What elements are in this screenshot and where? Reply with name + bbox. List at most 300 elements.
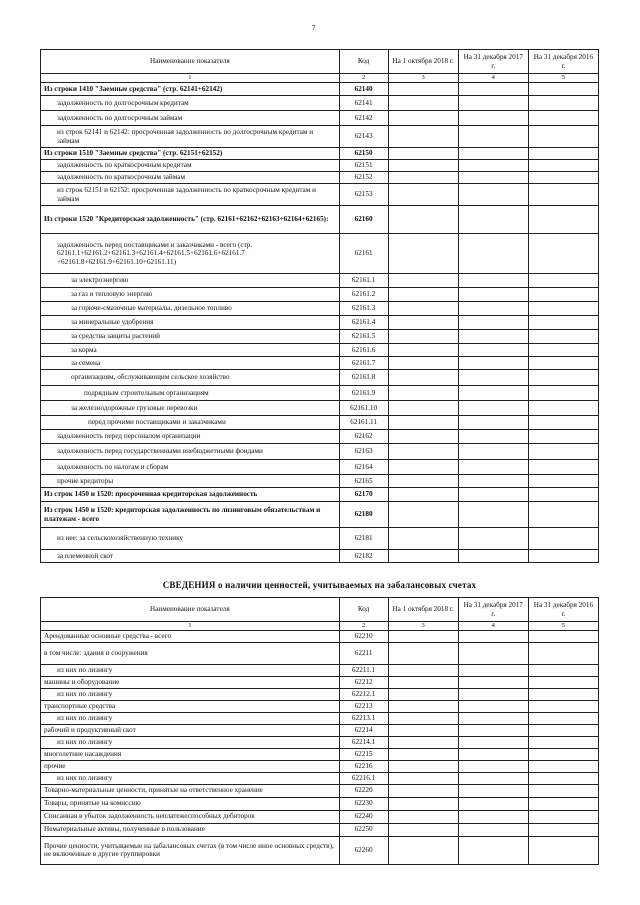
row-code: 62220: [339, 784, 388, 797]
row-name: задолженность перед государственными внебюджетными фондами: [41, 444, 340, 460]
row-code: 62216.1: [339, 773, 388, 785]
row-code: 62161.1: [339, 274, 388, 288]
value-cell: [388, 302, 458, 316]
value-cell: [388, 631, 458, 643]
value-cell: [388, 126, 458, 148]
header-period-1: На 1 октября 2018 г.: [388, 598, 458, 622]
value-cell: [528, 274, 598, 288]
value-cell: [528, 749, 598, 761]
value-cell: [528, 643, 598, 665]
row-name: машины и оборудование: [41, 677, 340, 689]
table-row: [41, 749, 599, 761]
value-cell: [458, 302, 528, 316]
row-code: 62230: [339, 797, 388, 810]
section-title: СВЕДЕНИЯ о наличии ценностей, учитываемых на забалансовых счетах: [162, 580, 477, 590]
value-cell: [388, 316, 458, 330]
index-2: 2: [339, 622, 388, 631]
value-cell: [458, 810, 528, 823]
value-cell: [388, 344, 458, 357]
value-cell: [388, 797, 458, 810]
row-code: 62161.2: [339, 288, 388, 302]
value-cell: [458, 689, 528, 701]
value-cell: [388, 810, 458, 823]
value-cell: [528, 836, 598, 864]
table-row: [41, 160, 599, 172]
table-row: [41, 528, 599, 550]
row-name: за минеральные удобрения: [41, 316, 340, 330]
value-cell: [388, 444, 458, 460]
header-period-2: На 31 декабря 2017 г.: [458, 50, 528, 74]
row-name: Арендованные основные средства - всего: [41, 631, 340, 643]
row-code: 62165: [339, 475, 388, 488]
row-code: 62161.7: [339, 357, 388, 370]
table-row: [41, 401, 599, 416]
row-code: 62212: [339, 677, 388, 689]
value-cell: [458, 797, 528, 810]
row-name: из нее: за сельскохозяйственную технику: [41, 528, 340, 550]
header-name: Наименование показателя: [41, 598, 340, 622]
value-cell: [528, 160, 598, 172]
table-row: [41, 386, 599, 401]
value-cell: [458, 184, 528, 206]
value-cell: [388, 172, 458, 184]
value-cell: [388, 665, 458, 677]
row-name: подрядным строительным организациям: [41, 386, 340, 401]
header-period-2: На 31 декабря 2017 г.: [458, 598, 528, 622]
row-code: 62213.1: [339, 713, 388, 725]
value-cell: [528, 528, 598, 550]
row-code: 62212.1: [339, 689, 388, 701]
table-row: [41, 836, 599, 864]
value-cell: [458, 172, 528, 184]
value-cell: [458, 330, 528, 344]
value-cell: [388, 737, 458, 749]
row-code: 62150: [339, 148, 388, 160]
value-cell: [458, 416, 528, 430]
value-cell: [528, 823, 598, 836]
value-cell: [458, 274, 528, 288]
value-cell: [388, 370, 458, 386]
row-code: 62164: [339, 460, 388, 475]
index-1: 1: [41, 74, 340, 83]
row-name: задолженность по краткосрочным займам: [41, 172, 340, 184]
value-cell: [458, 749, 528, 761]
value-cell: [458, 386, 528, 401]
header-period-3: На 31 декабря 2016 г.: [528, 50, 598, 74]
row-name: из них по лизингу: [41, 689, 340, 701]
row-code: 62161.8: [339, 370, 388, 386]
row-code: 62240: [339, 810, 388, 823]
row-name: задолженность перед поставщиками и заказчиками - всего (стр. 62161.1+62161.2+62161.3+62161.4+62161.5+62161.6+62161.7 +62161.8+62161.9+62161.10+62161.11): [41, 234, 340, 274]
value-cell: [388, 234, 458, 274]
value-cell: [458, 701, 528, 713]
value-cell: [458, 111, 528, 126]
value-cell: [528, 737, 598, 749]
value-cell: [458, 344, 528, 357]
table-row: [41, 631, 599, 643]
value-cell: [528, 810, 598, 823]
value-cell: [458, 773, 528, 785]
row-name: Из строки 1510 "Заемные средства" (стр. 62151+62152): [41, 148, 340, 160]
row-code: 62140: [339, 83, 388, 96]
page-number: 7: [312, 24, 316, 32]
row-name: из строк 62141 и 62142: просроченная задолженность по долгосрочным кредитам и займам: [41, 126, 340, 148]
table-row: [41, 502, 599, 528]
value-cell: [388, 386, 458, 401]
value-cell: [458, 430, 528, 444]
row-code: 62142: [339, 111, 388, 126]
table-row: [41, 357, 599, 370]
value-cell: [458, 83, 528, 96]
table-row: [41, 444, 599, 460]
value-cell: [388, 528, 458, 550]
table-row: [41, 713, 599, 725]
row-name: задолженность перед персоналом организации: [41, 430, 340, 444]
value-cell: [458, 475, 528, 488]
row-code: 62211.1: [339, 665, 388, 677]
value-cell: [458, 126, 528, 148]
row-code: 62161.3: [339, 302, 388, 316]
table-row: [41, 148, 599, 160]
index-2: 2: [339, 74, 388, 83]
row-name: задолженность по краткосрочным кредитам: [41, 160, 340, 172]
value-cell: [528, 797, 598, 810]
row-name: транспортные средства: [41, 701, 340, 713]
value-cell: [388, 416, 458, 430]
value-cell: [528, 148, 598, 160]
value-cell: [388, 475, 458, 488]
table-body: [41, 631, 599, 865]
value-cell: [388, 160, 458, 172]
value-cell: [458, 737, 528, 749]
row-name: за средства защиты растений: [41, 330, 340, 344]
value-cell: [528, 784, 598, 797]
value-cell: [528, 701, 598, 713]
row-name: из них по лизингу: [41, 737, 340, 749]
value-cell: [528, 344, 598, 357]
row-name: из строк 62151 и 62152: просроченная задолженность по краткосрочным кредитам и займам: [41, 184, 340, 206]
value-cell: [458, 444, 528, 460]
row-name: прочие кредиторы: [41, 475, 340, 488]
liabilities-table: [40, 49, 599, 563]
table-row: [41, 316, 599, 330]
table-header: [41, 598, 599, 622]
row-name: за корма: [41, 344, 340, 357]
value-cell: [528, 83, 598, 96]
header-period-1: На 1 октября 2018 г.: [388, 50, 458, 74]
table-row: [41, 773, 599, 785]
column-index-row: [41, 74, 599, 83]
value-cell: [458, 148, 528, 160]
row-name: за электроэнергию: [41, 274, 340, 288]
row-code: 62143: [339, 126, 388, 148]
value-cell: [388, 488, 458, 502]
value-cell: [528, 475, 598, 488]
table-row: [41, 172, 599, 184]
value-cell: [458, 713, 528, 725]
row-code: 62260: [339, 836, 388, 864]
value-cell: [388, 823, 458, 836]
table-row: [41, 689, 599, 701]
value-cell: [528, 234, 598, 274]
row-code: 62162: [339, 430, 388, 444]
value-cell: [458, 370, 528, 386]
index-5: 5: [528, 622, 598, 631]
value-cell: [388, 184, 458, 206]
table-row: [41, 370, 599, 386]
table-row: [41, 737, 599, 749]
value-cell: [528, 288, 598, 302]
row-name: прочие: [41, 761, 340, 773]
row-name: Из строки 1410 "Заемные средства" (стр. 62141+62142): [41, 83, 340, 96]
value-cell: [458, 502, 528, 528]
value-cell: [388, 502, 458, 528]
index-4: 4: [458, 74, 528, 83]
row-name: организациям, обслуживающим сельское хозяйство: [41, 370, 340, 386]
row-code: 62161.10: [339, 401, 388, 416]
value-cell: [458, 550, 528, 563]
row-code: 62161: [339, 234, 388, 274]
header-code: Код: [339, 50, 388, 74]
value-cell: [458, 401, 528, 416]
row-code: 62161.6: [339, 344, 388, 357]
value-cell: [458, 288, 528, 302]
table-row: [41, 797, 599, 810]
table-row: [41, 784, 599, 797]
value-cell: [528, 184, 598, 206]
row-code: 62182: [339, 550, 388, 563]
table-row: [41, 96, 599, 111]
row-name: задолженность по налогам и сборам: [41, 460, 340, 475]
value-cell: [528, 460, 598, 475]
table-row: [41, 810, 599, 823]
value-cell: [528, 444, 598, 460]
row-name: за племенной скот: [41, 550, 340, 563]
value-cell: [388, 689, 458, 701]
row-name: за горюче-смазочные материалы, дизельное топливо: [41, 302, 340, 316]
value-cell: [528, 172, 598, 184]
value-cell: [528, 725, 598, 737]
value-cell: [528, 430, 598, 444]
value-cell: [528, 111, 598, 126]
table-row: [41, 184, 599, 206]
table-row: [41, 330, 599, 344]
table-row: [41, 344, 599, 357]
value-cell: [458, 725, 528, 737]
value-cell: [388, 749, 458, 761]
value-cell: [388, 274, 458, 288]
row-name: за газ и тепловую энергию: [41, 288, 340, 302]
table-row: [41, 488, 599, 502]
value-cell: [388, 836, 458, 864]
row-name: из них по лизингу: [41, 773, 340, 785]
row-code: 62250: [339, 823, 388, 836]
table-row: [41, 206, 599, 234]
column-index-row: [41, 622, 599, 631]
row-code: 62151: [339, 160, 388, 172]
row-code: 62215: [339, 749, 388, 761]
header-period-3: На 31 декабря 2016 г.: [528, 598, 598, 622]
row-code: 62161.9: [339, 386, 388, 401]
row-code: 62170: [339, 488, 388, 502]
table-row: [41, 83, 599, 96]
row-code: 62216: [339, 761, 388, 773]
table-row: [41, 111, 599, 126]
row-name: Из строк 1450 и 1520: просроченная кредиторская задолженность: [41, 488, 340, 502]
value-cell: [528, 302, 598, 316]
row-name: Товары, принятые на комиссию: [41, 797, 340, 810]
row-name: за семена: [41, 357, 340, 370]
table-row: [41, 677, 599, 689]
row-code: 62210: [339, 631, 388, 643]
value-cell: [458, 631, 528, 643]
index-4: 4: [458, 622, 528, 631]
table-row: [41, 761, 599, 773]
index-5: 5: [528, 74, 598, 83]
value-cell: [458, 357, 528, 370]
value-cell: [388, 430, 458, 444]
row-code: 62152: [339, 172, 388, 184]
row-code: 62163: [339, 444, 388, 460]
value-cell: [458, 761, 528, 773]
value-cell: [388, 773, 458, 785]
table-row: [41, 460, 599, 475]
value-cell: [528, 401, 598, 416]
header-name: Наименование показателя: [41, 50, 340, 74]
value-cell: [388, 701, 458, 713]
value-cell: [388, 401, 458, 416]
row-code: 62161.4: [339, 316, 388, 330]
value-cell: [528, 761, 598, 773]
value-cell: [528, 665, 598, 677]
value-cell: [528, 357, 598, 370]
index-3: 3: [388, 74, 458, 83]
row-code: 62161.11: [339, 416, 388, 430]
value-cell: [388, 713, 458, 725]
value-cell: [458, 234, 528, 274]
value-cell: [528, 550, 598, 563]
header-code: Код: [339, 598, 388, 622]
table-row: [41, 665, 599, 677]
value-cell: [458, 160, 528, 172]
row-code: 62214: [339, 725, 388, 737]
value-cell: [528, 773, 598, 785]
value-cell: [388, 148, 458, 160]
value-cell: [458, 836, 528, 864]
value-cell: [388, 357, 458, 370]
row-name: из них по лизингу: [41, 665, 340, 677]
value-cell: [388, 288, 458, 302]
index-1: 1: [41, 622, 340, 631]
row-code: 62181: [339, 528, 388, 550]
table-row: [41, 126, 599, 148]
table-row: [41, 701, 599, 713]
value-cell: [388, 761, 458, 773]
value-cell: [458, 677, 528, 689]
value-cell: [528, 126, 598, 148]
value-cell: [528, 96, 598, 111]
value-cell: [528, 631, 598, 643]
row-code: 62153: [339, 184, 388, 206]
value-cell: [388, 677, 458, 689]
row-name: Прочие ценности, учитываемые на забалансовых счетах (в том числе иное основных средств), не включенные в другие группировки: [41, 836, 340, 864]
row-name: рабочий и продуктивный скот: [41, 725, 340, 737]
value-cell: [528, 689, 598, 701]
value-cell: [458, 823, 528, 836]
value-cell: [458, 206, 528, 234]
table-row: [41, 475, 599, 488]
value-cell: [388, 550, 458, 563]
value-cell: [388, 206, 458, 234]
value-cell: [458, 643, 528, 665]
value-cell: [388, 643, 458, 665]
table-row: [41, 274, 599, 288]
row-code: 62213: [339, 701, 388, 713]
value-cell: [528, 386, 598, 401]
value-cell: [388, 460, 458, 475]
value-cell: [528, 370, 598, 386]
table-row: [41, 288, 599, 302]
value-cell: [528, 206, 598, 234]
row-name: многолетние насаждения: [41, 749, 340, 761]
value-cell: [458, 488, 528, 502]
value-cell: [528, 677, 598, 689]
row-name: Из строки 1520 "Кредиторская задолженность" (стр. 62161+62162+62163+62164+62165):: [41, 206, 340, 234]
table-row: [41, 643, 599, 665]
value-cell: [528, 330, 598, 344]
row-code: 62161.5: [339, 330, 388, 344]
value-cell: [458, 665, 528, 677]
value-cell: [528, 502, 598, 528]
table-header: [41, 50, 599, 74]
value-cell: [528, 713, 598, 725]
index-3: 3: [388, 622, 458, 631]
row-name: в том числе: здания и сооружения: [41, 643, 340, 665]
value-cell: [388, 784, 458, 797]
value-cell: [528, 316, 598, 330]
value-cell: [388, 330, 458, 344]
value-cell: [388, 83, 458, 96]
table-row: [41, 416, 599, 430]
table-row: [41, 550, 599, 563]
row-code: 62141: [339, 96, 388, 111]
value-cell: [458, 784, 528, 797]
table-row: [41, 302, 599, 316]
value-cell: [458, 528, 528, 550]
off-balance-table: [40, 597, 599, 865]
row-name: из них по лизингу: [41, 713, 340, 725]
row-name: Нематериальные активы, полученные в пользование: [41, 823, 340, 836]
value-cell: [458, 316, 528, 330]
table-body: [41, 83, 599, 563]
row-code: 62214.1: [339, 737, 388, 749]
row-name: перед прочими поставщиками и заказчиками: [41, 416, 340, 430]
table-row: [41, 823, 599, 836]
row-name: за железнодорожные грузовые перевозки: [41, 401, 340, 416]
row-name: Из строк 1450 и 1520: кредиторская задолженность по лизинговым обязательствам и платежам - всего: [41, 502, 340, 528]
row-name: Товарно-материальные ценности, принятые на ответственное хранение: [41, 784, 340, 797]
table-row: [41, 234, 599, 274]
row-code: 62211: [339, 643, 388, 665]
value-cell: [528, 488, 598, 502]
value-cell: [388, 111, 458, 126]
row-name: задолженность по долгосрочным займам: [41, 111, 340, 126]
row-name: Списанная в убыток задолженность неплатежеспособных дебиторов: [41, 810, 340, 823]
value-cell: [458, 460, 528, 475]
value-cell: [458, 96, 528, 111]
value-cell: [388, 96, 458, 111]
value-cell: [528, 416, 598, 430]
